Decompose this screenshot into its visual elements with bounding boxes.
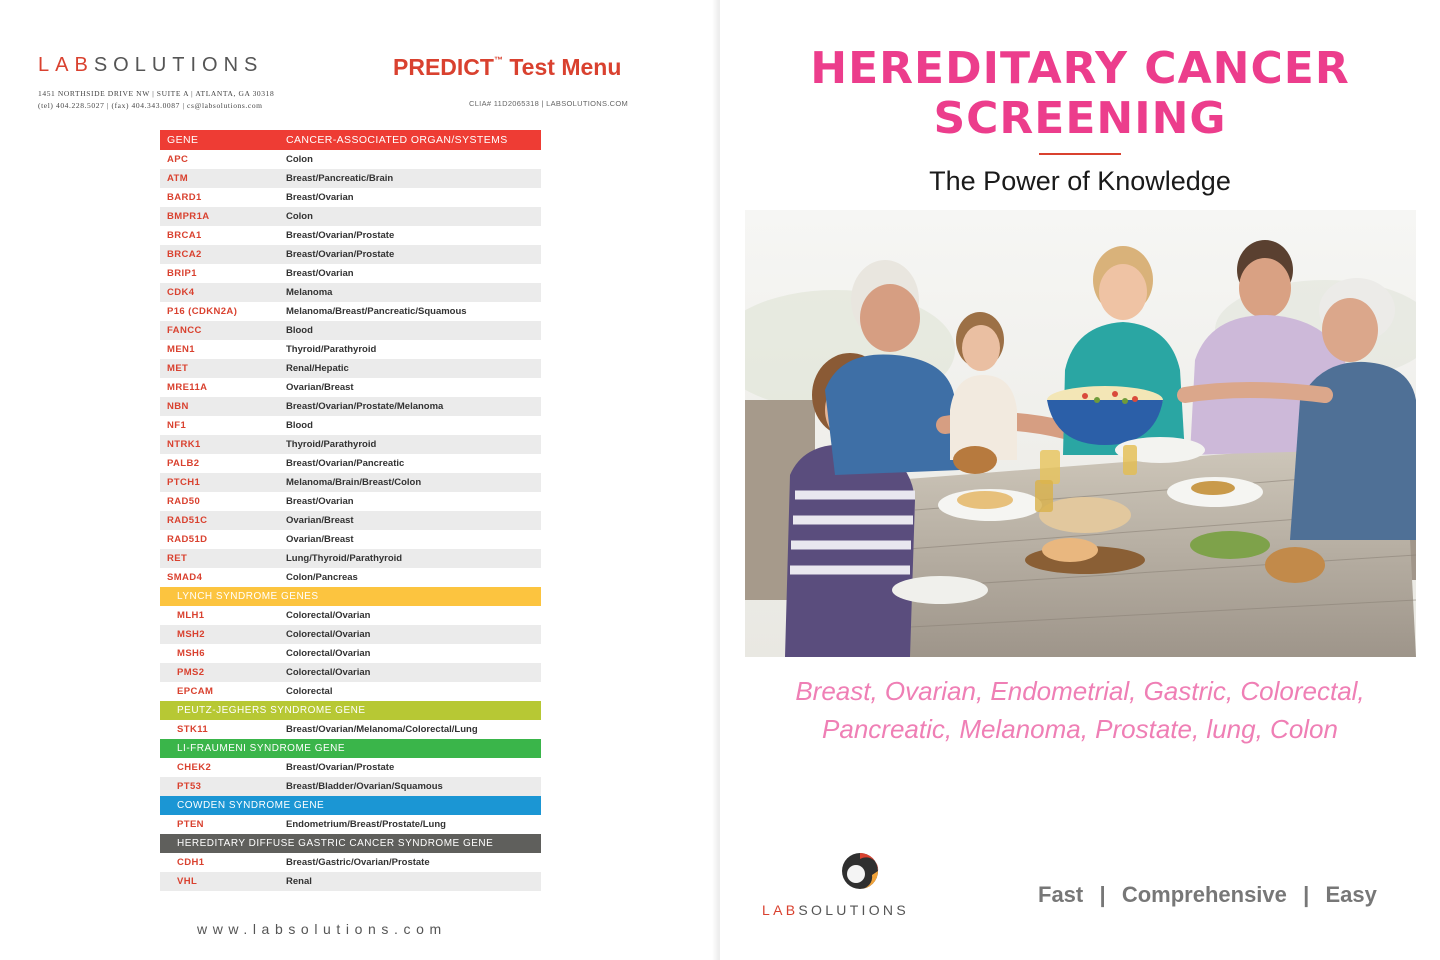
table-row (160, 663, 541, 682)
logo-text (762, 902, 909, 918)
table-row (160, 606, 541, 625)
organ-systems: Breast/Ovarian (286, 268, 354, 279)
cover-title (720, 44, 1440, 144)
gene-name: RET (167, 553, 188, 564)
table-row (160, 625, 541, 644)
title-rule (1039, 153, 1121, 155)
gene-name: BMPR1A (167, 211, 210, 222)
gene-name: PT53 (177, 781, 202, 792)
table-header (160, 130, 541, 150)
organ-systems: Ovarian/Breast (286, 515, 354, 526)
gene-name: MLH1 (177, 610, 205, 621)
gene-name: MEN1 (167, 344, 195, 355)
table-row (160, 473, 541, 492)
table-row (160, 378, 541, 397)
cancer-types-list (720, 672, 1440, 748)
organ-systems: Lung/Thyroid/Parathyroid (286, 553, 403, 564)
logo-solutions: SOLUTIONS (798, 902, 909, 918)
contact-line: (tel) 404.228.5027 | (fax) 404.343.0087 | cs@labsolutions.com (38, 101, 263, 110)
table-row (160, 777, 541, 796)
menu-title-main: PREDICT (393, 54, 494, 80)
organ-systems: Renal/Hepatic (286, 363, 349, 374)
table-row (160, 454, 541, 473)
organ-systems: Colorectal (286, 686, 333, 697)
gene-name: MRE11A (167, 382, 208, 393)
table-row (160, 682, 541, 701)
table-row (160, 758, 541, 777)
table-row (160, 245, 541, 264)
table-row (160, 150, 541, 169)
brand-solutions: SOLUTIONS (93, 54, 264, 76)
family-dinner-illustration (745, 210, 1416, 657)
gene-name: CDH1 (177, 857, 205, 868)
organ-systems: Blood (286, 325, 313, 336)
table-row (160, 492, 541, 511)
gene-name: NBN (167, 401, 189, 412)
brand-lab: LAB (38, 54, 94, 76)
gene-name: ATM (167, 173, 189, 184)
organ-systems: Ovarian/Breast (286, 534, 354, 545)
brand-logo-text (38, 54, 263, 77)
organ-systems: Renal (286, 876, 312, 887)
gene-name: CHEK2 (177, 762, 212, 773)
gene-name: APC (167, 154, 189, 165)
organ-systems: Breast/Ovarian/Prostate (286, 230, 395, 241)
organ-systems: Thyroid/Parathyroid (286, 439, 377, 450)
section-header: PEUTZ-JEGHERS SYNDROME GENE (160, 701, 541, 720)
organ-systems: Blood (286, 420, 313, 431)
brand-address (38, 88, 274, 112)
header-gene: GENE (167, 134, 199, 146)
table-row (160, 169, 541, 188)
gene-name: MSH2 (177, 629, 205, 640)
table-row (160, 302, 541, 321)
table-row (160, 340, 541, 359)
gene-name: BRCA1 (167, 230, 202, 241)
table-row (160, 872, 541, 891)
table-row (160, 226, 541, 245)
section-header: LI-FRAUMENI SYNDROME GENE (160, 739, 541, 758)
organ-systems: Melanoma/Brain/Breast/Colon (286, 477, 422, 488)
logo-lab: LAB (762, 902, 799, 918)
organ-systems: Thyroid/Parathyroid (286, 344, 377, 355)
cover-subtitle: The Power of Knowledge (929, 166, 1231, 196)
gene-name: PMS2 (177, 667, 205, 678)
organ-systems: Ovarian/Breast (286, 382, 354, 393)
gene-name: FANCC (167, 325, 202, 336)
gene-name: MSH6 (177, 648, 205, 659)
organ-systems: Endometrium/Breast/Prostate/Lung (286, 819, 446, 830)
table-row (160, 264, 541, 283)
organ-systems: Breast/Ovarian (286, 496, 354, 507)
section-header: COWDEN SYNDROME GENE (160, 796, 541, 815)
organ-systems: Colon (286, 211, 313, 222)
organ-systems: Colorectal/Ovarian (286, 648, 371, 659)
organ-systems: Melanoma (286, 287, 333, 298)
gene-name: MET (167, 363, 189, 374)
right-page (720, 0, 1440, 960)
table-row (160, 283, 541, 302)
table-row (160, 359, 541, 378)
organ-systems: Colorectal/Ovarian (286, 629, 371, 640)
organ-systems: Melanoma/Breast/Pancreatic/Squamous (286, 306, 467, 317)
gene-name: BRIP1 (167, 268, 197, 279)
organ-systems: Breast/Ovarian (286, 192, 354, 203)
table-row (160, 853, 541, 872)
organ-systems: Breast/Ovarian/Prostate (286, 762, 395, 773)
gene-name: SMAD4 (167, 572, 203, 583)
table-row (160, 188, 541, 207)
gene-name: CDK4 (167, 287, 195, 298)
organ-systems: Breast/Gastric/Ovarian/Prostate (286, 857, 430, 868)
menu-title-rest: Test Menu (502, 54, 622, 80)
table-row (160, 435, 541, 454)
header-organ: CANCER-ASSOCIATED ORGAN/SYSTEMS (286, 134, 508, 146)
table-row (160, 815, 541, 834)
tagline: Fast | Comprehensive | Easy (1038, 882, 1377, 907)
gene-name: PTEN (177, 819, 204, 830)
cancer-line2: Pancreatic, Melanoma, Prostate, lung, Colon (822, 714, 1338, 744)
section-header: HEREDITARY DIFFUSE GASTRIC CANCER SYNDROME GENE (160, 834, 541, 853)
organ-systems: Breast/Ovarian/Prostate/Melanoma (286, 401, 444, 412)
clia-line: CLIA# 11D2065318 | LABSOLUTIONS.COM (469, 99, 629, 108)
gene-name: RAD51C (167, 515, 208, 526)
organ-systems: Colorectal/Ovarian (286, 610, 371, 621)
gene-name: STK11 (177, 724, 209, 735)
table-row (160, 549, 541, 568)
table-row (160, 321, 541, 340)
gene-name: RAD50 (167, 496, 201, 507)
gene-name: RAD51D (167, 534, 208, 545)
gene-name: BARD1 (167, 192, 202, 203)
menu-title (393, 54, 621, 81)
organ-systems: Breast/Pancreatic/Brain (286, 173, 394, 184)
table-row (160, 530, 541, 549)
gene-name: NF1 (167, 420, 187, 431)
organ-systems: Colon/Pancreas (286, 572, 358, 583)
gene-name: NTRK1 (167, 439, 201, 450)
organ-systems: Breast/Ovarian/Melanoma/Colorectal/Lung (286, 724, 478, 735)
section-header: LYNCH SYNDROME GENES (160, 587, 541, 606)
table-row (160, 416, 541, 435)
gene-name: PALB2 (167, 458, 200, 469)
cover-title-line2: SCREENING (933, 93, 1227, 144)
cover-title-line1: HEREDITARY CANCER (810, 43, 1350, 94)
organ-systems: Colorectal/Ovarian (286, 667, 371, 678)
footer-url[interactable]: www.labsolutions.com (197, 921, 447, 937)
cancer-line1: Breast, Ovarian, Endometrial, Gastric, Colorectal, (795, 676, 1365, 706)
table-row (160, 720, 541, 739)
gene-name: PTCH1 (167, 477, 201, 488)
table-row (160, 397, 541, 416)
organ-systems: Breast/Ovarian/Prostate (286, 249, 395, 260)
organ-systems: Breast/Ovarian/Pancreatic (286, 458, 405, 469)
address-line: 1451 NORTHSIDE DRIVE NW | SUITE A | ATLANTA, GA 30318 (38, 89, 275, 98)
gene-name: EPCAM (177, 686, 214, 697)
table-row (160, 644, 541, 663)
menu-title-tm: ™ (493, 55, 503, 65)
gene-name: BRCA2 (167, 249, 202, 260)
organ-systems: Breast/Bladder/Ovarian/Squamous (286, 781, 443, 792)
gene-table (160, 130, 541, 891)
table-row (160, 568, 541, 587)
gene-name: P16 (CDKN2A) (167, 306, 238, 317)
family-dinner-photo (745, 210, 1416, 657)
gene-name: VHL (177, 876, 198, 887)
organ-systems: Colon (286, 154, 313, 165)
table-row (160, 511, 541, 530)
table-row (160, 207, 541, 226)
